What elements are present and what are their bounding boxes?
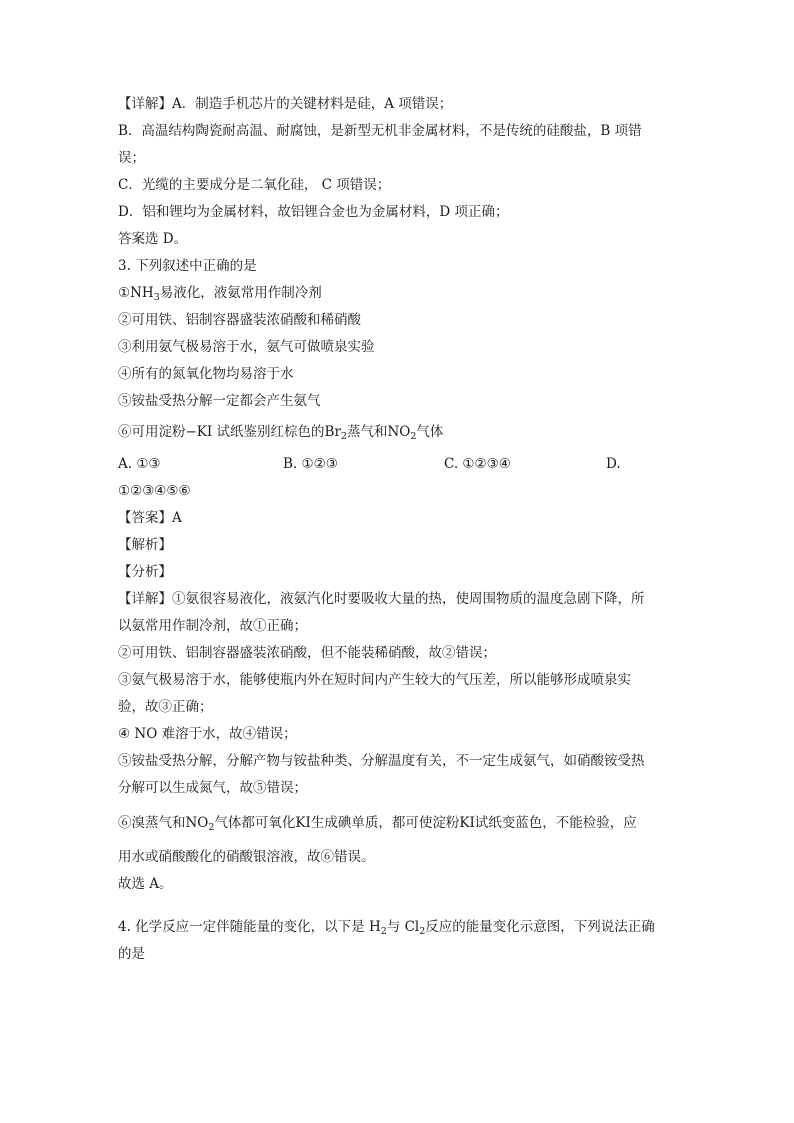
option-c: C. ①②③④ — [444, 456, 511, 472]
detail-3-line-8: 分解可以生成氮气，故⑤错误； — [118, 780, 307, 796]
option-d-content: ①②③④⑤⑥ — [118, 483, 191, 499]
option-a: A. ①③ — [118, 456, 161, 472]
option-b: B. ①②③ — [283, 456, 338, 472]
detail-3-line-7: ⑤铵盐受热分解，分解产物与铵盐种类、分解温度有关，不一定生成氨气，如硝酸铵受热 — [118, 753, 645, 769]
detail-3-line-10: 用水或硝酸酸化的硝酸银溶液，故⑥错误。 — [118, 849, 375, 865]
question-4-stem-cont: 的是 — [118, 946, 145, 962]
detail-3-line-9: ⑥溴蒸气和$NO_2$气体都可氧化KI生成碘单质，都可使淀粉KI试纸变蓝色，不能检验，应 — [118, 815, 637, 833]
detail-3-line-4: ③氨气极易溶于水，能够使瓶内外在短时间内产生较大的气压差，所以能够形成喷泉实 — [118, 672, 631, 688]
answer-label: 【答案】A — [118, 510, 182, 526]
detail-3-line-2: 以氨常用作制冷剂，故①正确； — [118, 618, 307, 634]
detail-line-d: D．铝和锂均为金属材料，故铝锂合金也为金属材料，D 项正确； — [118, 204, 509, 220]
answer-choice-line: 答案选 D。 — [118, 231, 188, 247]
statement-2: ②可用铁、铝制容器盛装浓硝酸和稀硝酸 — [118, 312, 361, 328]
analysis-label: 【解析】 — [118, 537, 172, 553]
statement-4: ④所有的氮氧化物均易溶于水 — [118, 366, 294, 382]
statement-1: $①NH_3$易液化，液氨常用作制冷剂 — [118, 285, 322, 303]
statement-5: ⑤铵盐受热分解一定都会产生氨气 — [118, 393, 321, 409]
question-3-stem: 3. 下列叙述中正确的是 — [118, 258, 257, 274]
question-4-stem: 4. 化学反应一定伴随能量的变化，以下是 $H_2$与 $Cl_2$反应的能量变化示意图，下列说法正确 — [118, 919, 655, 937]
detail-3-line-3: ②可用铁、铝制容器盛装浓硝酸，但不能装稀硝酸，故②错误； — [118, 645, 496, 661]
detail-3-line-1: 【详解】①氨很容易液化，液氨汽化时要吸收大量的热，使周围物质的温度急剧下降，所 — [118, 591, 645, 607]
analysis-sub-label: 【分析】 — [118, 564, 172, 580]
detail-line-b: B．高温结构陶瓷耐高温、耐腐蚀，是新型无机非金属材料，不是传统的硅酸盐，B 项错 — [118, 123, 642, 139]
detail-3-line-6: ④ NO 难溶于水，故④错误； — [118, 726, 297, 742]
detail-line-a: 【详解】A．制造手机芯片的关键材料是硅，A 项错误； — [118, 96, 453, 112]
detail-3-line-5: 验，故③正确； — [118, 699, 213, 715]
option-d: D. — [606, 456, 621, 472]
statement-6: ⑥可用淀粉−KI 试纸鉴别红棕色的$Br_2$蒸气和$NO_2$气体 — [118, 424, 444, 442]
detail-line-b-cont: 误； — [118, 150, 145, 166]
detail-3-conclusion: 故选 A。 — [118, 876, 173, 892]
statement-3: ③利用氨气极易溶于水，氨气可做喷泉实验 — [118, 339, 375, 355]
detail-line-c: C．光缆的主要成分是二氧化硅， C 项错误； — [118, 177, 391, 193]
